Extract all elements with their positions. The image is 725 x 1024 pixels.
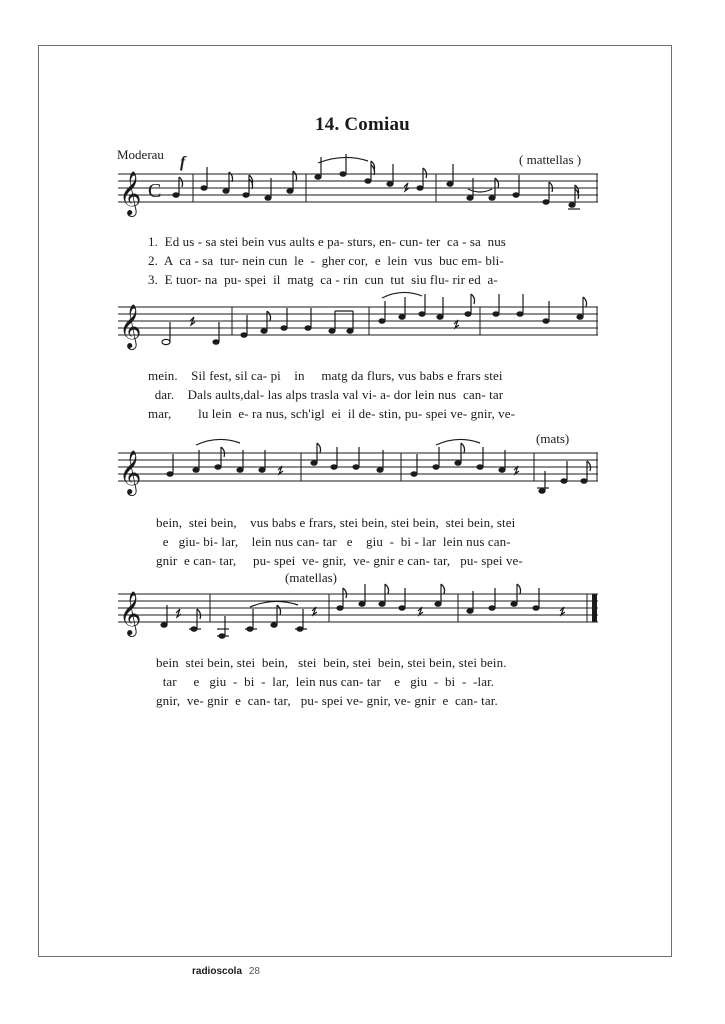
page-footer xyxy=(192,966,260,977)
lyrics-system-1-verse-3: 3. E tuor- na pu- spei il matg ca - rin cun tut siu flu- rir ed a- xyxy=(148,272,498,287)
role-marking-system-1: ( mattellas ) xyxy=(519,152,582,167)
lyrics-system-2-verse-1: mein. Sil fest, sil ca- pi in matg da flurs, vus babs e frars stei xyxy=(148,368,503,383)
treble-clef-icon: 𝄞 xyxy=(119,450,142,494)
lyrics-system-4-verse-2: tar e giu - bi - lar, lein nus can- tar e giu - bi - -lar. xyxy=(156,674,495,689)
lyrics-system-3-verse-1: bein, stei bein, vus babs e frars, stei bein, stei bein, stei bein, stei xyxy=(156,515,516,530)
lyrics-system-2-verse-2: dar. Dals aults,dal- las alps trasla val vi- a- dor lein nus can- tar xyxy=(148,387,504,402)
role-marking-system-3: (mats) xyxy=(536,431,570,446)
treble-clef-icon: 𝄞 xyxy=(119,171,142,215)
publication-name: radioscola xyxy=(192,966,243,977)
dynamic-marking: f xyxy=(180,154,186,171)
treble-clef-icon: 𝄞 xyxy=(119,304,142,348)
staff-system-1 xyxy=(118,163,598,223)
lyrics-system-4-verse-1: bein stei bein, stei bein, stei bein, stei bein, stei bein, stei bein. xyxy=(156,655,507,670)
staff-system-4 xyxy=(118,583,598,643)
lyrics-system-3-verse-2: e giu- bi- lar, lein nus can- tar e giu - bi - lar lein nus can- xyxy=(156,534,511,549)
lyrics-system-1-verse-2: 2. A ca - sa tur- nein cun le - gher cor, e lein vus buc em- bli- xyxy=(148,253,504,268)
lyrics-system-2-verse-3: mar, lu lein e- ra nus, sch'igl ei il de- stin, pu- spei ve- gnir, ve- xyxy=(148,406,516,421)
lyrics-system-3-verse-3: gnir e can- tar, pu- spei ve- gnir, ve- gnir e can- tar, pu- spei ve- xyxy=(156,553,523,568)
lyrics-system-1-verse-1: 1. Ed us - sa stei bein vus aults e pa- sturs, en- cun- ter ca - sa nus xyxy=(148,234,506,249)
song-title: 14. Comiau xyxy=(315,114,410,135)
treble-clef-icon: 𝄞 xyxy=(119,591,142,635)
role-marking-system-4: (matellas) xyxy=(285,570,337,585)
tempo-marking: Moderau xyxy=(117,147,164,162)
page-number: 28 xyxy=(248,966,260,977)
common-time-icon: C xyxy=(148,180,162,202)
staff-system-2 xyxy=(118,296,598,356)
staff-system-3 xyxy=(118,442,598,502)
lyrics-system-4-verse-3: gnir, ve- gnir e can- tar, pu- spei ve- gnir, ve- gnir e can- tar. xyxy=(156,693,498,708)
